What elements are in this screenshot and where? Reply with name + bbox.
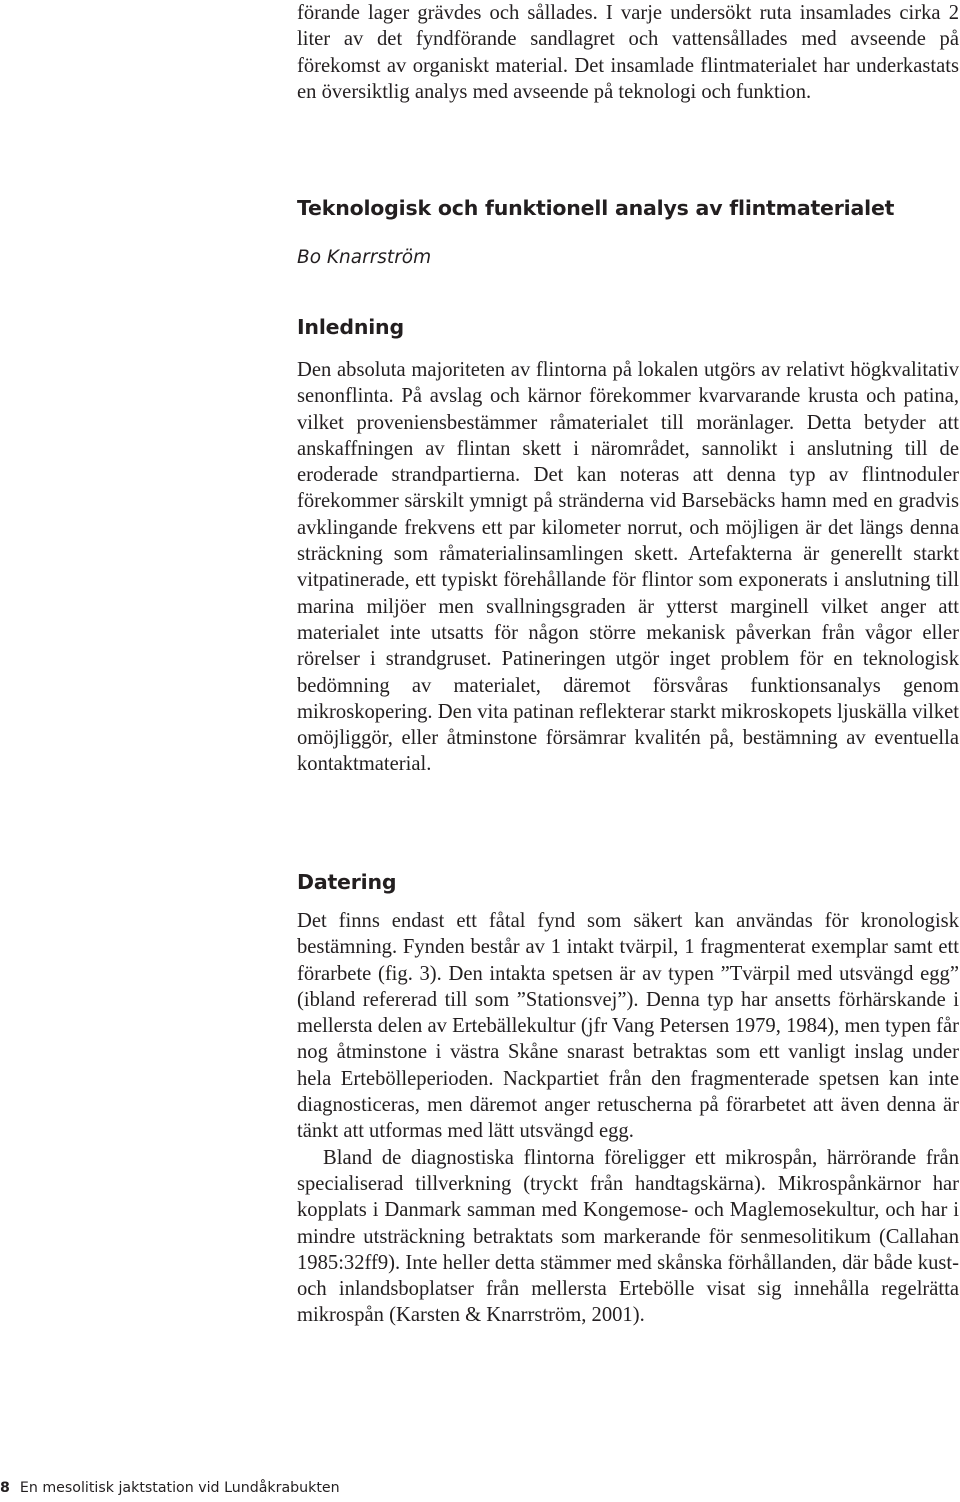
datering-heading-block [297, 869, 959, 895]
inledning-heading: Inledning [297, 315, 404, 339]
page-footer [0, 1478, 600, 1498]
intro-paragraph: förande lager grävdes och sållades. I varje undersökt ruta insamlades cirka 2 liter av det fyndförande sandlagret och vattensållades med avseende på förekomst av organiskt material. Det insamlade flintmaterialet har underkastats en översiktlig analys med avseende på teknologi och funktion. [297, 2, 959, 103]
intro-block [297, 0, 959, 105]
datering-paragraph-1: Det finns endast ett fåtal fynd som säkert kan användas för kronologisk bestämning. Fynden består av 1 intakt tvärpil, 1 fragmenterat exemplar samt ett förarbete (fig. 3). Den intakta spetsen är av typen ”Tvärpil med utsvängd egg” (ibland refererad till som ”Stationsvej”). Denna typ har ansetts förhärskande i mellersta delen av Ertebällekultur (jfr Vang Petersen 1979, 1984), men typen får nog åtminstone i västra Skåne snarast betraktas som ett vanligt inslag under hela Ertebölleperioden. Nackpartiet från den fragmenterade spetsen kan inte diagnosticeras, men däremot anger retuscherna på förarbetet att även denna är tänkt att utformas med lätt utsvängd egg. [297, 910, 959, 1143]
section-title: Teknologisk och funktionell analys av flintmaterialet [297, 196, 895, 220]
inledning-body [297, 357, 959, 778]
author-name: Bo Knarrström [297, 247, 432, 268]
page-number: 8 [0, 1480, 10, 1496]
datering-paragraph-2: Bland de diagnostiska flintorna föreligger ett mikrospån, härrörande från specialiserad tillverkning (tryckt från handtagskärna). Mikrospånkärnor har kopplats i Danmark samman med Kongemose- och Maglemosekultur, och har i mindre utsträckning betraktats som markerande för senmesolitikum (Callahan 1985:32ff9). Inte heller detta stämmer med skånska förhållanden, där både kust- och inlandsboplatser från mellersta Ertebölle visat sig innehålla regelrätta mikrospån (Karsten & Knarrström, 2001). [297, 1146, 959, 1327]
inledning-heading-block [297, 314, 959, 340]
author-block [297, 246, 959, 270]
datering-heading: Datering [297, 870, 397, 894]
section-title-block [297, 195, 959, 221]
datering-body [297, 908, 959, 1329]
running-title: En mesolitisk jaktstation vid Lundåkrabukten [19, 1480, 340, 1496]
inledning-paragraph: Den absoluta majoriteten av flintorna på lokalen utgörs av relativt högkvalitativ senonflinta. På avslag och kärnor förekommer kvarvarande krusta och patina, vilket proveniensbestämmer råmaterialet till moränlager. Detta betyder att anskaffningen av flintan skett i närområdet, sannolikt i anslutning till de eroderade strandpartierna. Det kan noteras att denna typ av flintnoduler förekommer särskilt ymnigt på stränderna vid Barsebäcks hamn med en gradvis avklingande frekvens ett par kilometer norrut, och möjligen är det längs denna sträckning som råmaterialinsamlingen skett. Artefakterna är generellt starkt vitpatinerade, ett typiskt förehållande för flintor som exponerats i anslutning till marina miljöer men svallningsgraden är ytterst marginell vilket anger att materialet inte utsatts för någon större mekanisk påverkan från vågor eller rörelser i strandgruset. Patineringen utgör inget problem för en teknologisk bedömning av materialet, däremot försvåras funktionsanalys genom mikroskopering. Den vita patinan reflekterar starkt mikroskopets ljuskälla vilket omöjliggör, eller åtminstone försämrar kvalitén på, bestämning av eventuella kontaktmaterial. [297, 359, 959, 776]
